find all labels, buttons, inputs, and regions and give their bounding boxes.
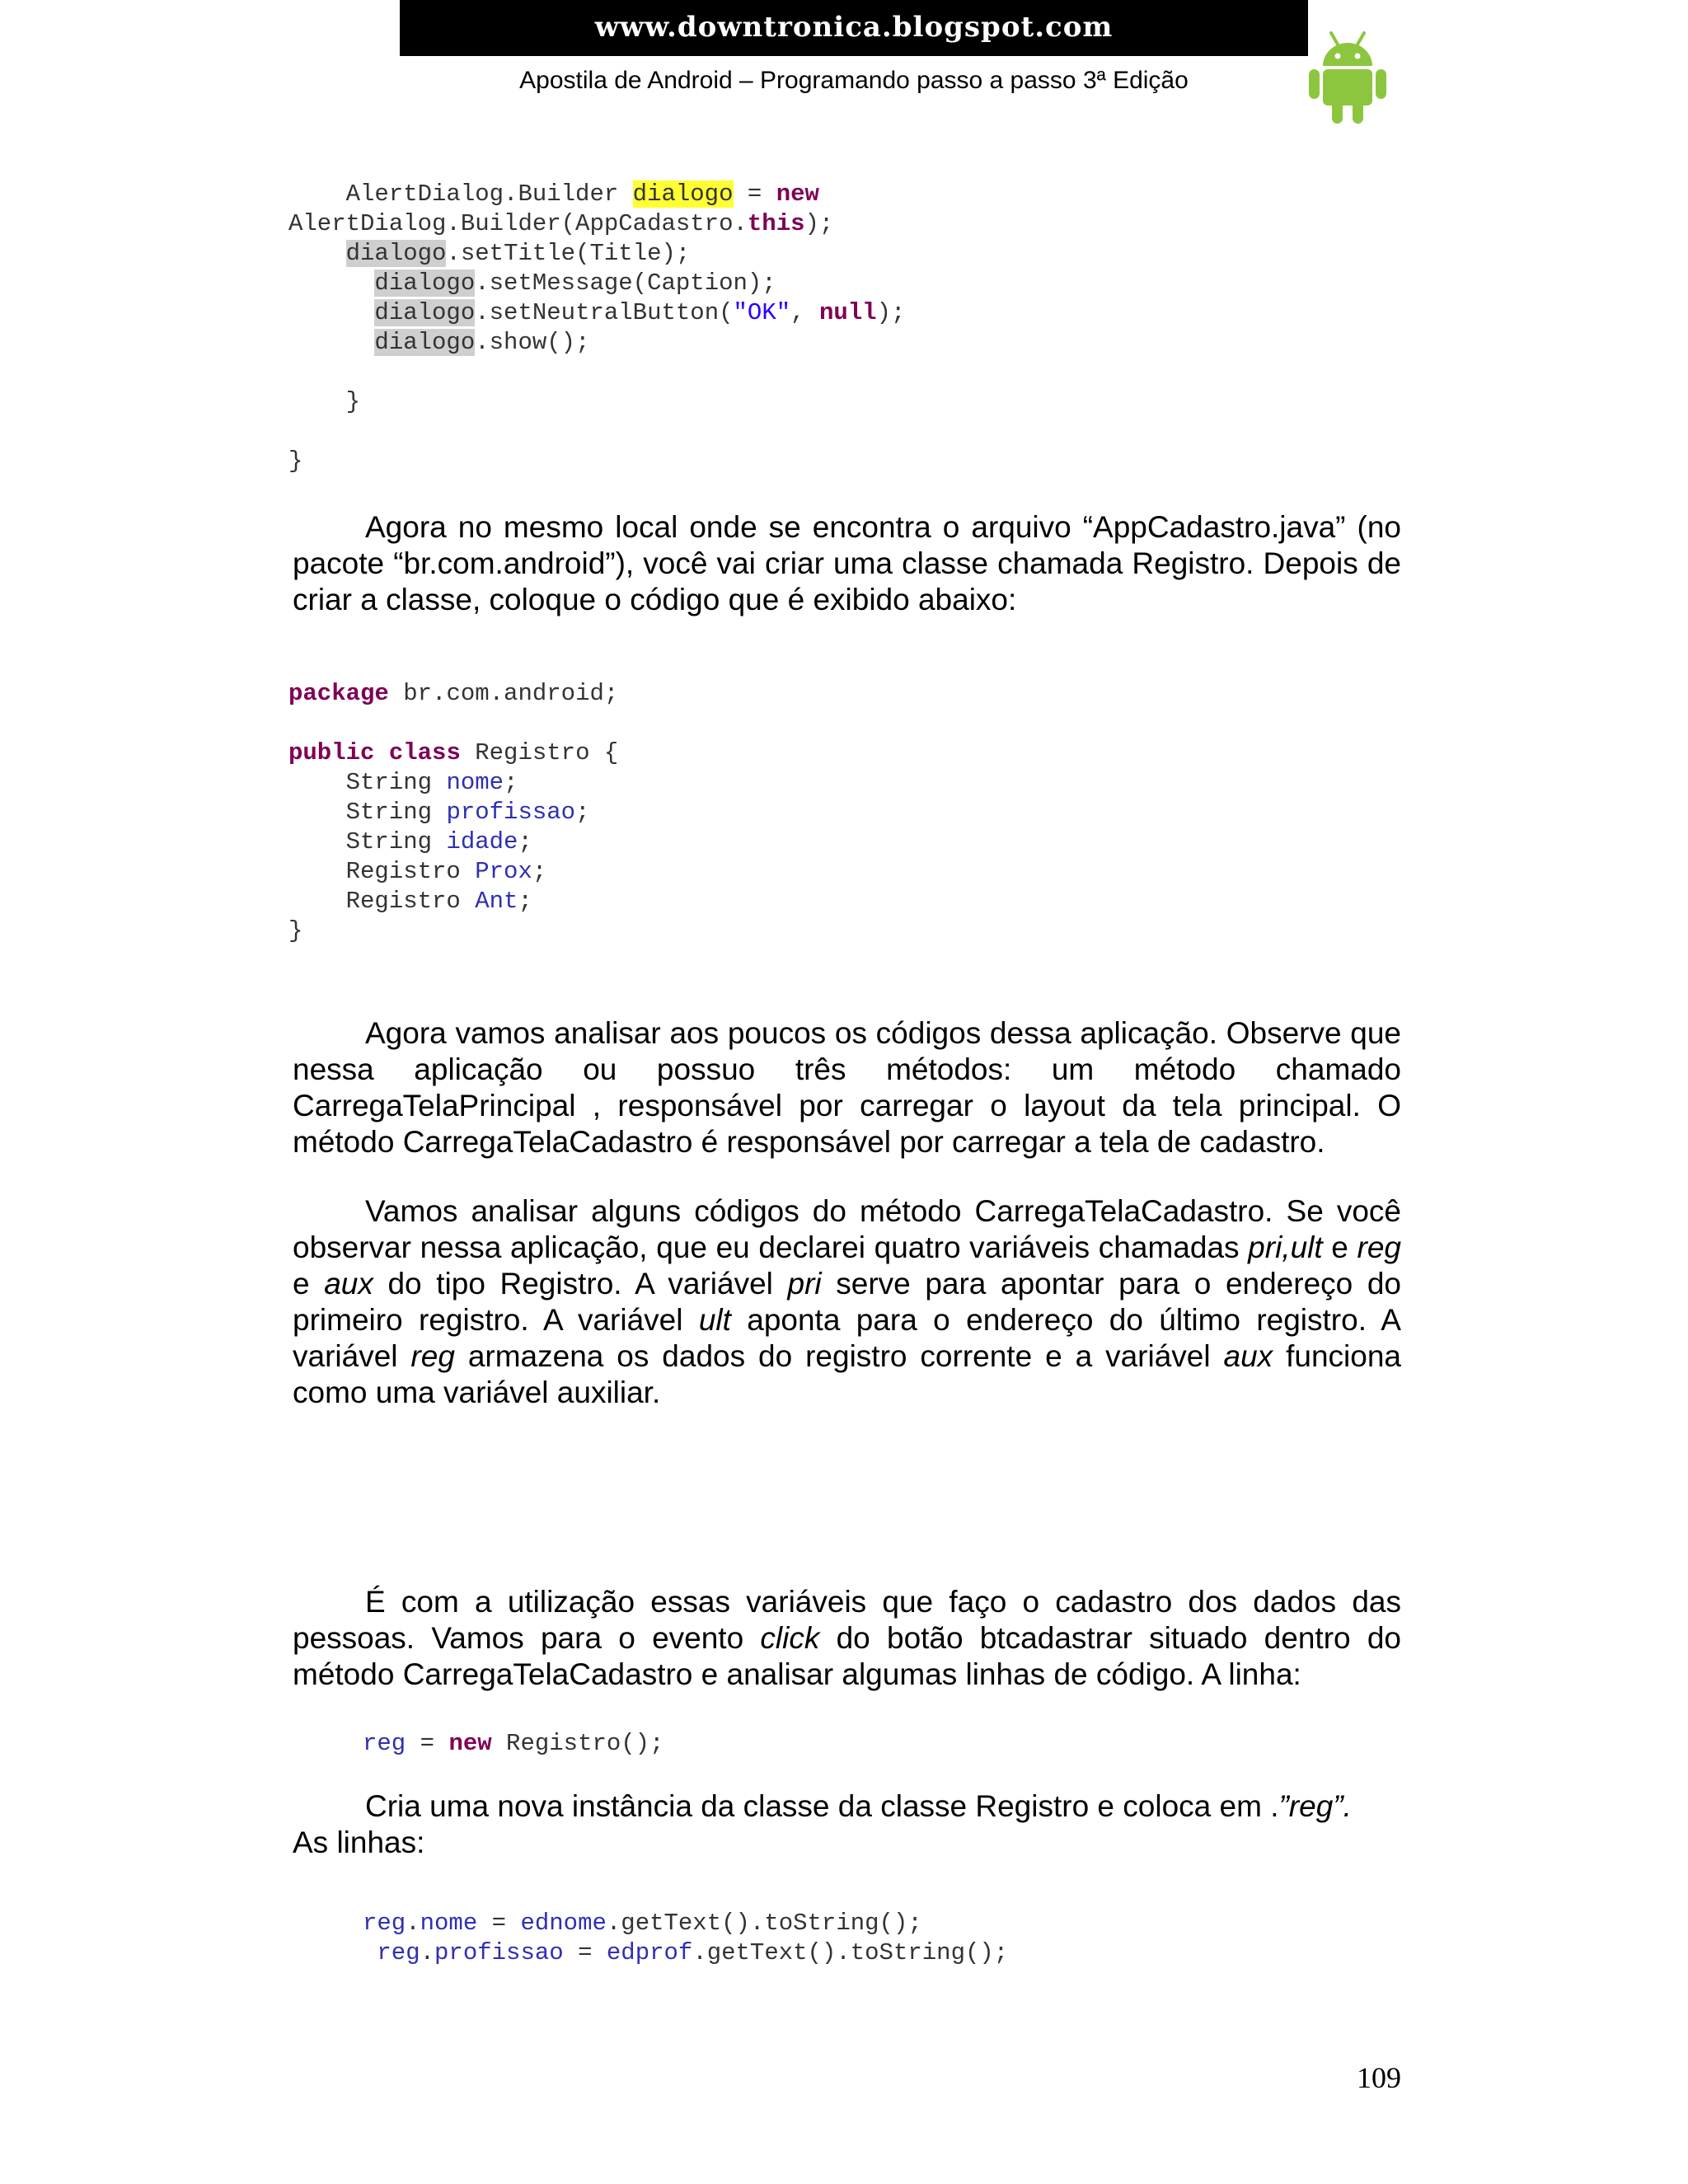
- code-block-registro-class: package br.com.android; public class Registro { String nome; String profissao; String idade; Registro Prox; Registro Ant; }: [288, 680, 619, 944]
- paragraph-analyze-methods: Agora vamos analisar aos poucos os códigos dessa aplicação. Observe que nessa aplicação ou possuo três métodos: um método chamado CarregaTelaPrincipal , responsável por carregar o layout da tela principal. O método CarregaTelaCadastro é responsável por carregar a tela de cadastro.: [293, 1016, 1401, 1159]
- android-robot-icon: [1306, 28, 1389, 125]
- paragraph-variables: Vamos analisar alguns códigos do método CarregaTelaCadastro. Se você observar nessa aplicação, que eu declarei quatro variáveis chamadas pri,ult e reg e aux do tipo Registro. A variável pri serve para apontar para o endereço do primeiro registro. A variável ult aponta para o endereço do último registro. A variável reg armazena os dados do registro corrente e a variável aux funciona como uma variável auxiliar.: [293, 1194, 1402, 1409]
- header-title: Apostila de Android – Programando passo a passo 3ª Edição: [519, 67, 1189, 94]
- code-block-assignments: reg.nome = ednome.getText().toString(); reg.profissao = edprof.getText().toString();: [363, 1910, 1009, 1966]
- paragraph-create-class: Agora no mesmo local onde se encontra o arquivo “AppCadastro.java” (no pacote “br.com.android”), você vai criar uma classe chamada Registro. Depois de criar a classe, coloque o código que é exibido abaixo:: [293, 510, 1401, 616]
- paragraph-new-instance: Cria uma nova instância da classe da classe Registro e coloca em .”reg”. As linhas:: [293, 1789, 1352, 1859]
- paragraph-click-event: É com a utilização essas variáveis que faço o cadastro dos dados das pessoas. Vamos para o evento click do botão btcadastrar situado dentro do método CarregaTelaCadastro e analisar algumas linhas de código. A linha:: [293, 1585, 1401, 1691]
- code-line-new-registro: reg = new Registro();: [363, 1730, 664, 1757]
- highlighted-variable: dialogo: [632, 180, 734, 208]
- code-block-alertdialog: AlertDialog.Builder dialogo = new AlertDialog.Builder(AppCadastro.this); dialogo.setTitle(Title); dialogo.setMessage(Caption); dialogo.setNeutralButton("OK", null); dialogo.show(); } }: [288, 180, 906, 475]
- header-banner: www.downtronica.blogspot.com: [400, 0, 1308, 56]
- page-number: 109: [1357, 2061, 1401, 2094]
